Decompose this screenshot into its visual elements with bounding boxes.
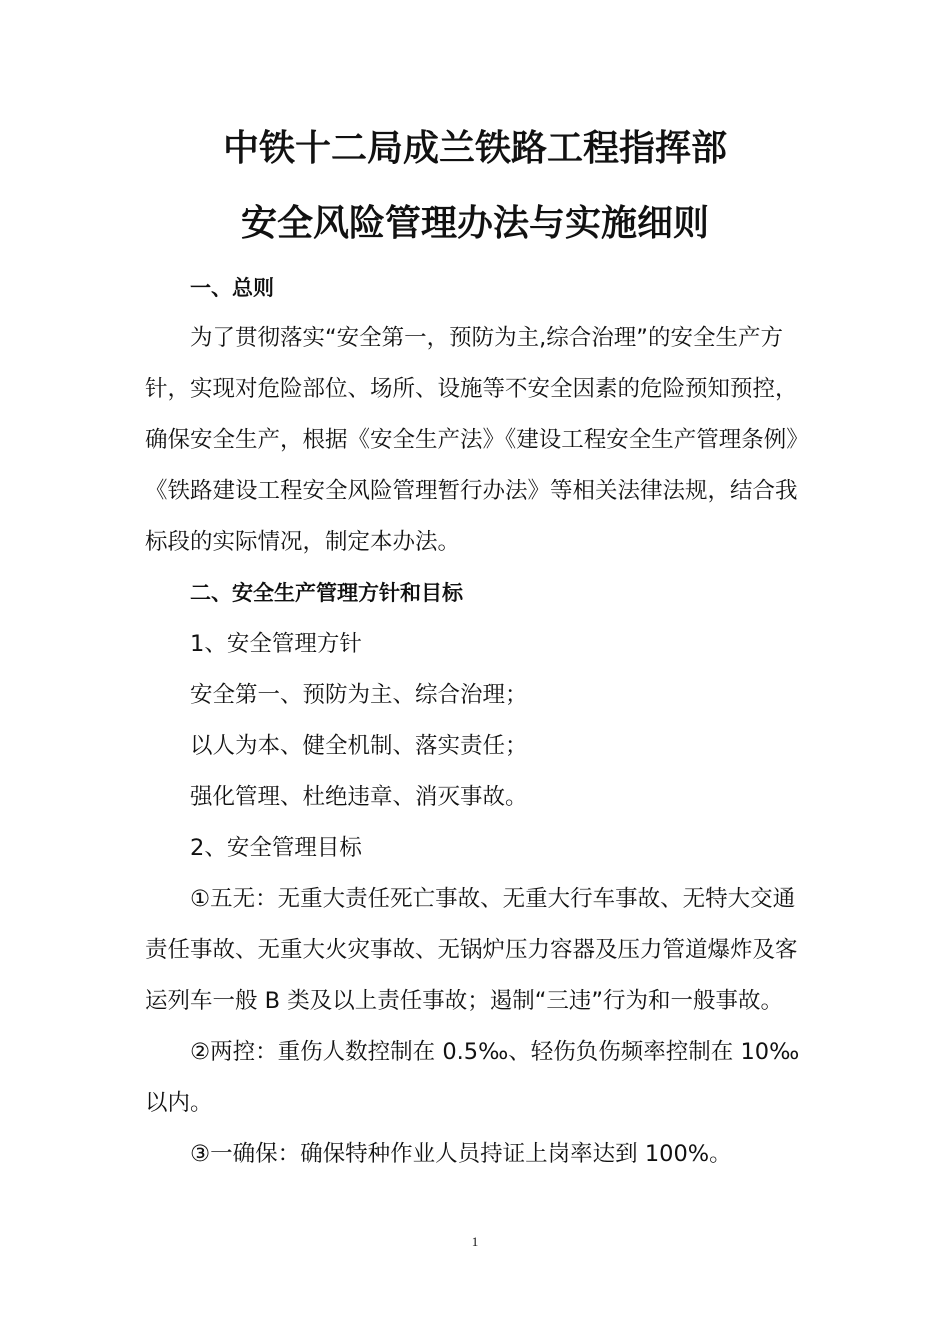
section1-paragraph: 为了贯彻落实“安全第一，预防为主,综合治理”的安全生产方针，实现对危险部位、场所、设施等不安全因素的危险预知预控，确保安全生产，根据《安全生产法》《建设工程安全生产管理条例》《铁路建设工程安全风险管理暂行办法》等相关法律法规，结合我标段的实际情况，制定本办法。 [145,325,809,555]
goal-heading: 2、安全管理目标 [190,835,362,861]
goal-item-five-no: ①五无：无重大责任死亡事故、无重大行车事故、无特大交通责任事故、无重大火灾事故、无锅炉压力容器及压力管道爆炸及客运列车一般 B 类及以上责任事故；遏制“三违”行为和一般事故。 [145,886,798,1014]
document-title-line1: 中铁十二局成兰铁路工程指挥部 [222,128,727,169]
page-number: 1 [471,1234,479,1249]
section2-heading: 二、安全生产管理方针和目标 [190,581,463,605]
section1-heading: 一、总则 [190,276,274,300]
goal-item-one-ensure: ③一确保：确保特种作业人员持证上岗率达到 100%。 [190,1141,732,1167]
policy-line-1: 安全第一、预防为主、综合治理； [190,682,528,708]
goal-item-two-control: ②两控：重伤人数控制在 0.5‰、轻伤负伤频率控制在 10‰以内。 [145,1039,800,1116]
policy-heading: 1、安全管理方针 [190,631,362,657]
policy-line-2: 以人为本、健全机制、落实责任； [190,733,528,759]
document-title-line2: 安全风险管理办法与实施细则 [240,203,709,244]
policy-line-3: 强化管理、杜绝违章、消灭事故。 [190,784,528,810]
